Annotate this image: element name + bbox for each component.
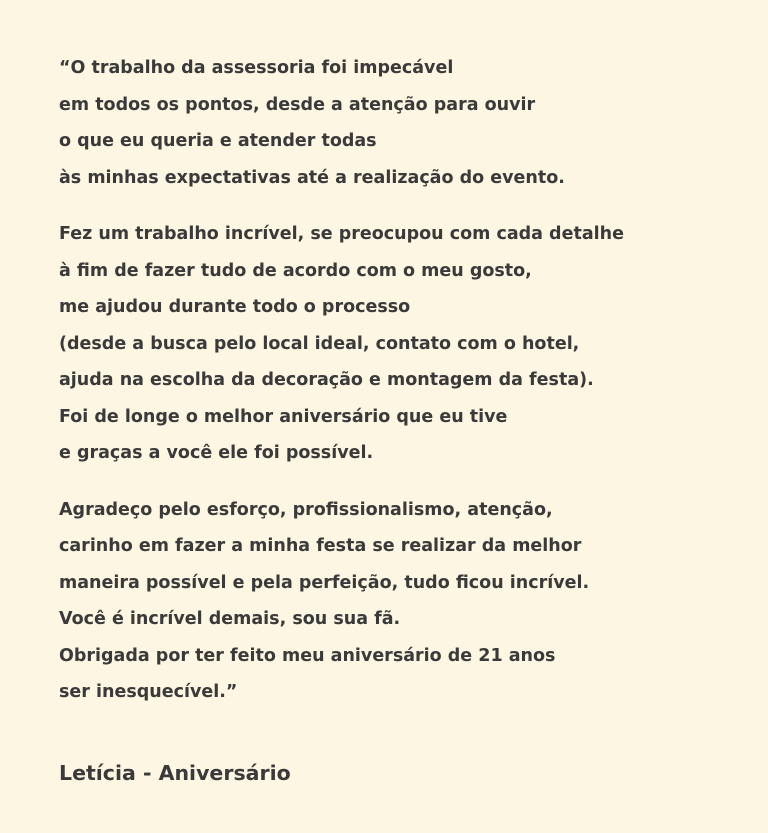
quote-line: carinho em fazer a minha festa se realizar da melhor xyxy=(59,536,582,556)
quote-line: Obrigada por ter feito meu aniversário de 21 anos xyxy=(59,645,556,666)
quote-paragraph-1 xyxy=(59,50,759,196)
quote-line: em todos os pontos, desde a atenção para ouvir xyxy=(59,94,536,115)
quote-line: Você é incrível demais, sou sua fã. xyxy=(59,609,401,629)
quote-line: ajuda na escolha da decoração e montagem da festa). xyxy=(59,370,594,390)
quote-line: Foi de longe o melhor aniversário que eu tive xyxy=(59,406,508,427)
quote-line: me ajudou durante todo o processo xyxy=(59,297,411,317)
testimonial-quote xyxy=(59,50,759,731)
quote-line: à fim de fazer tudo de acordo com o meu gosto, xyxy=(59,260,532,281)
quote-line: maneira possível e pela perfeição, tudo ficou incrível. xyxy=(59,572,590,593)
quote-line: Fez um trabalho incrível, se preocupou com cada detalhe xyxy=(59,224,624,244)
quote-line: e graças a você ele foi possível. xyxy=(59,443,374,463)
quote-line: (desde a busca pelo local ideal, contato com o hotel, xyxy=(59,333,580,354)
quote-line: ser inesquecível.” xyxy=(59,682,238,702)
quote-line: às minhas expectativas até a realização do evento. xyxy=(59,167,565,188)
testimonial-author: Letícia - Aniversário xyxy=(59,761,291,785)
quote-line: o que eu queria e atender todas xyxy=(59,131,377,151)
quote-paragraph-3 xyxy=(59,492,759,711)
quote-paragraph-2 xyxy=(59,216,759,472)
quote-line: Agradeço pelo esforço, profissionalismo, atenção, xyxy=(59,499,553,520)
quote-line: “O trabalho da assessoria foi impecável xyxy=(59,58,454,78)
